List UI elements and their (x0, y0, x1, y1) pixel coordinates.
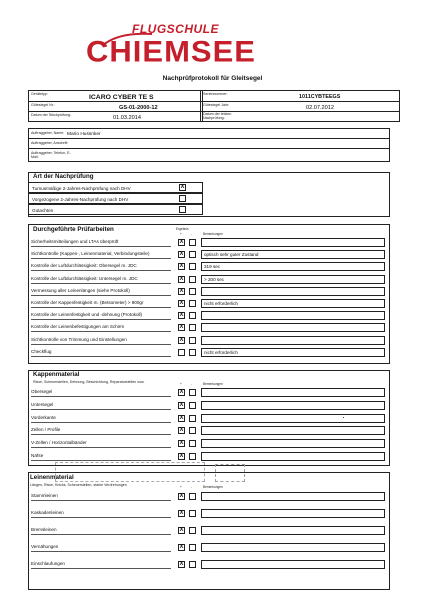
document-title: Nachprüfprotokoll für Gleitsegel (162, 75, 263, 82)
pruef-item-label: Kontrolle der Luftdurchlässigkeit: Obersegel m. JDC (31, 263, 137, 269)
leinen-title: Leinenmaterial (30, 474, 74, 481)
pruef-remark-field[interactable]: nicht erforderlich (201, 299, 385, 308)
art-row (28, 193, 203, 204)
kappe-minus-checkbox[interactable] (189, 389, 196, 396)
check-date-value: 01.03.2014 (113, 115, 141, 121)
kappe-minus-checkbox[interactable] (189, 453, 196, 460)
serial-label: Seriennummer: (203, 92, 228, 96)
kappe-remark-field[interactable] (201, 452, 385, 461)
leinen-plus-checkbox[interactable]: X (179, 527, 184, 533)
leinen-plus-checkbox[interactable]: X (179, 544, 184, 550)
leinen-col-remarks: Bemerkungen (203, 485, 223, 489)
pruef-plus-checkbox[interactable]: X (179, 312, 184, 319)
pruef-remark-field[interactable] (201, 323, 385, 332)
serial-value: 1011CYBTEEGS (299, 94, 341, 100)
kappe-row-underline (31, 409, 171, 410)
art-checkbox[interactable] (179, 195, 186, 202)
kappe-item-label: Nähte (31, 453, 44, 458)
pruef-plus-checkbox[interactable]: X (179, 239, 184, 245)
leinen-minus-checkbox[interactable] (189, 527, 196, 534)
leinen-plus-checkbox[interactable]: X (179, 510, 184, 516)
pruef-item-label: Checkflug (31, 348, 52, 354)
pruef-row-underline (31, 270, 171, 271)
leinen-remark-field[interactable] (201, 509, 385, 518)
pruef-item-label: Kontrolle der Kappenfestigkeit m. (Betsometer) > 900gr (31, 300, 144, 305)
leinen-col-minus: - (191, 485, 193, 489)
leinen-row-underline (31, 534, 171, 535)
kappe-col-remarks: Bemerkungen (203, 382, 223, 386)
approval-year-value: 02.07.2012 (306, 104, 334, 111)
approval-year-label: Gütesiegel Jahr: (203, 103, 230, 107)
approval-value: GS-01-2000-12 (119, 104, 158, 111)
art-label: Turnusmäßige 2-Jahres-Nachprüfung nach DHV (32, 185, 131, 191)
pruef-plus-checkbox[interactable]: X (179, 251, 184, 258)
art-title: Art der Nachprüfung (33, 173, 94, 180)
pruef-minus-checkbox[interactable] (189, 324, 196, 331)
pruef-minus-checkbox[interactable] (189, 312, 196, 319)
kappe-plus-checkbox[interactable]: X (179, 427, 184, 434)
brand-logo (72, 22, 332, 72)
check-date-label: Datum der Stückprüfung: (31, 113, 71, 117)
pruef-row-underline (31, 283, 171, 284)
pruef-row-underline (31, 246, 171, 247)
pruef-minus-checkbox[interactable] (189, 251, 196, 258)
pruef-remark-field[interactable]: 319 sec (201, 262, 385, 271)
pruef-title: Durchgeführte Prüfarbeiten (33, 226, 114, 233)
pruef-col-minus: - (191, 232, 193, 236)
pruef-item-label: Vermessung aller Leinenlängen (siehe Protokoll) (31, 287, 130, 293)
pruef-remark-field[interactable] (201, 238, 385, 247)
leinen-item-label: Kaskadenleinen (31, 510, 64, 515)
pruef-plus-checkbox[interactable]: X (179, 300, 184, 306)
client-phone-label: Auftraggeber, Telefon, E-Mail: (31, 151, 71, 159)
pruef-plus-checkbox[interactable]: X (179, 263, 184, 270)
kappe-remark-field[interactable] (201, 388, 385, 397)
pruef-plus-checkbox[interactable]: X (179, 324, 184, 331)
pruef-plus-checkbox[interactable]: X (179, 275, 184, 282)
pruef-minus-checkbox[interactable] (189, 337, 196, 344)
pruef-item-label: Kontrolle der Luftdurchlässigkeit: Untersegel m. JDC (31, 275, 138, 281)
pruef-row-underline (31, 295, 171, 296)
pruef-row-underline (31, 319, 171, 320)
kappe-item-label: Obersegel (31, 389, 53, 394)
type-label: Gerätetyp: (31, 92, 48, 96)
kappe-title: Kappenmaterial (33, 371, 80, 378)
art-label: Gutachten (32, 207, 54, 213)
leinen-row-underline (31, 568, 171, 569)
client-name-value: Mario Hussnker (67, 132, 101, 137)
leinen-plus-checkbox[interactable]: X (179, 493, 184, 499)
pruef-minus-checkbox[interactable] (189, 276, 196, 283)
approval-label: Gütesiegel Nr.: (31, 103, 55, 107)
kappe-item-label: Zellen / Profile (31, 427, 61, 433)
pruef-plus-checkbox[interactable]: X (179, 336, 184, 343)
type-value: ICARO CYBER TE S (89, 93, 154, 101)
leinen-minus-checkbox[interactable] (189, 561, 196, 568)
kappe-row-underline (31, 460, 171, 461)
pruef-item-label: Sichtkontrolle (Kappen-, Leinenmaterial, Verbindungsteile) (31, 251, 150, 257)
leinen-remark-field[interactable] (201, 526, 385, 535)
client-name-label: Auftraggeber, Name: (31, 131, 65, 135)
pruef-item-label: Sicherheitsmitteilungen und LTAs überprüft (31, 239, 119, 244)
client-address-label: Auftraggeber, Anschrift: (31, 141, 69, 145)
check-date-cell (28, 111, 203, 122)
pruef-plus-checkbox[interactable]: X (179, 287, 184, 294)
leinen-subtitle: Längen, Risse, Knicks, Scheuerstellen, starke Verdrehungen (30, 483, 127, 487)
leinen-row-underline (31, 500, 171, 501)
kappe-col-minus: - (191, 382, 193, 386)
leinen-item-label: Stammleinen (31, 493, 58, 498)
leinen-item-label: Bremsleinen (31, 527, 57, 532)
pruef-remark-field[interactable]: optisch sehr guter Zustand (201, 250, 385, 259)
kappe-row-underline (31, 447, 171, 448)
art-checkbox[interactable]: X (180, 184, 185, 190)
pruef-minus-checkbox[interactable] (189, 349, 196, 356)
kappe-row-underline (31, 396, 171, 397)
leinen-row-underline (31, 551, 171, 552)
pruef-minus-checkbox[interactable] (189, 288, 196, 295)
pruef-plus-checkbox[interactable] (178, 349, 185, 356)
kappe-plus-checkbox[interactable]: X (179, 440, 184, 447)
kappe-plus-checkbox[interactable]: X (179, 453, 184, 459)
leinen-minus-checkbox[interactable] (189, 493, 196, 500)
kappe-minus-checkbox[interactable] (189, 440, 196, 447)
pruef-item-label: Sichtkontrolle von Trimmung und Einstellungen (31, 336, 127, 342)
pruef-item-label: Kontrolle der Leinenfestigkeit und -dehnung (Protokoll) (31, 312, 143, 318)
last-check-cell (200, 111, 400, 122)
kappe-item-label: Untersegel (31, 401, 54, 407)
pruef-minus-checkbox[interactable] (189, 263, 196, 270)
kappe-item-label: Vorderkante (31, 414, 56, 420)
kappe-subtitle: Risse, Scheuerstellen, Dehnung, Beschichtung, Reparaturstellen usw. (33, 380, 145, 384)
pruef-minus-checkbox[interactable] (189, 239, 196, 246)
pruef-row-underline (31, 356, 171, 357)
leinen-remark-field[interactable] (201, 543, 385, 552)
art-checkbox[interactable] (179, 206, 186, 213)
leinen-plus-checkbox[interactable]: X (179, 561, 184, 567)
client-phone-cell (28, 148, 390, 162)
art-row (28, 182, 203, 193)
pruef-item-label: Kontrolle der Leinenbefestigungen am Schirm (31, 324, 125, 330)
kappe-plus-checkbox[interactable]: X (179, 414, 184, 421)
pruef-row-underline (31, 331, 171, 332)
leinen-remark-field[interactable] (201, 492, 385, 501)
pruef-remark-field[interactable] (201, 311, 385, 320)
art-row (28, 204, 203, 215)
scan-speck (343, 417, 344, 418)
leinen-item-label: Vernähungen (31, 544, 59, 549)
kappe-remark-field[interactable] (201, 426, 385, 435)
art-label: Vorgezogene 2-Jahres-Nachprüfung nach DHV (32, 196, 129, 202)
pruef-remark-field[interactable] (201, 336, 385, 345)
pruef-row-underline (31, 344, 171, 345)
kappe-minus-checkbox[interactable] (189, 415, 196, 422)
pruef-col-plus: + (180, 232, 182, 236)
kappe-remark-field[interactable] (201, 401, 385, 410)
pruef-remark-field[interactable]: nicht erforderlich (201, 348, 385, 357)
pruef-col-result: Ergebnis (176, 227, 189, 231)
pruef-remark-field[interactable]: > 200 sec (201, 275, 385, 284)
brand-top-text: FLUGSCHULE (132, 22, 219, 36)
kappe-item-label: V-Zellen / Horizontalbänder (31, 440, 87, 446)
last-check-label: Datum der letzten Nachprüfung: (203, 112, 232, 120)
kappe-col-plus: + (180, 382, 182, 386)
kappe-minus-checkbox[interactable] (189, 402, 196, 409)
kappe-plus-checkbox[interactable]: X (179, 389, 184, 395)
kappe-plus-checkbox[interactable]: X (179, 401, 184, 408)
kappe-remark-field[interactable] (201, 439, 385, 448)
pruef-col-remarks: Bemerkungen (203, 232, 223, 236)
pruef-remark-field[interactable] (201, 287, 385, 296)
leinen-col-plus: + (180, 485, 182, 489)
pruef-row-underline (31, 307, 171, 308)
kappe-remark-field[interactable] (201, 414, 385, 423)
leinen-remark-field[interactable] (201, 560, 385, 569)
kappe-minus-checkbox[interactable] (189, 427, 196, 434)
leinen-row-underline (31, 517, 171, 518)
leinen-minus-checkbox[interactable] (189, 510, 196, 517)
brand-name-text: CHIEMSEE (86, 34, 256, 69)
leinen-minus-checkbox[interactable] (189, 544, 196, 551)
pruef-row-underline (31, 258, 171, 259)
pruef-minus-checkbox[interactable] (189, 300, 196, 307)
leinen-item-label: Einschlaufungen (31, 561, 65, 566)
kappe-row-underline (31, 434, 171, 435)
kappe-row-underline (31, 422, 171, 423)
